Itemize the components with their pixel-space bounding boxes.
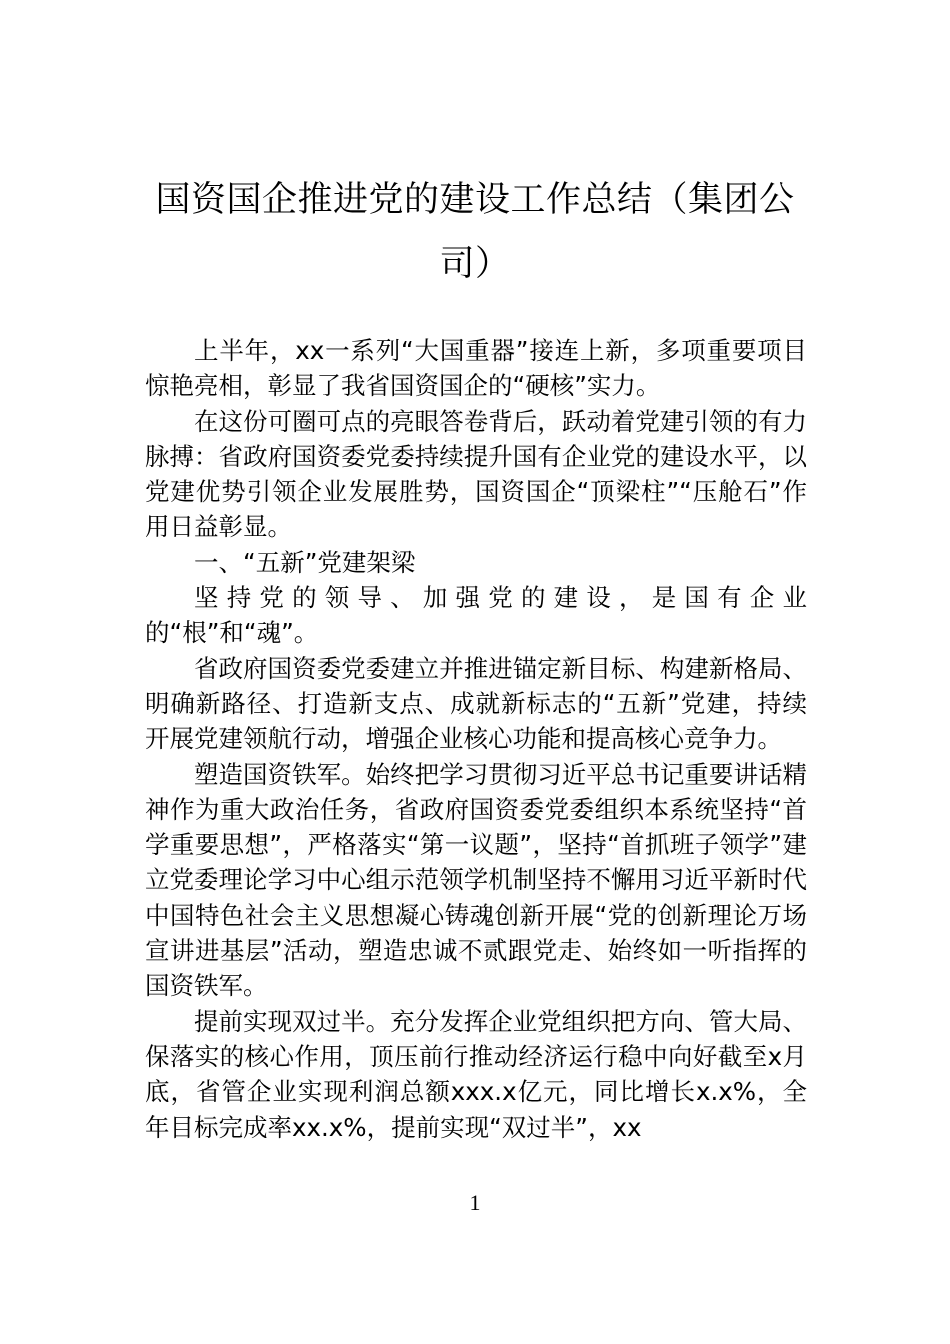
paragraph: 省政府国资委党委建立并推进锚定新目标、构建新格局、明确新路径、打造新支点、成就新标志的“五新”党建，持续开展党建领航行动，增强企业核心功能和提高核心竞争力。 — [145, 653, 807, 754]
paragraph: 塑造国资铁军。始终把学习贯彻习近平总书记重要讲话精神作为重大政治任务，省政府国资委党委组织本系统坚持“首学重要思想”，严格落实“第一议题”，坚持“首抓班子领学”建立党委理论学习中心组示范领学机制坚持不懈用习近平新时代中国特色社会主义思想凝心铸魂创新开展“党的创新理论万场宣讲进基层”活动，塑造忠诚不贰跟党走、始终如一听指挥的国资铁军。 — [145, 759, 807, 1001]
paragraph: 在这份可圈可点的亮眼答卷背后，跃动着党建引领的有力脉搏：省政府国资委党委持续提升国有企业党的建设水平，以党建优势引领企业发展胜势，国资国企“顶梁柱”“压舱石”作用日益彰显。 — [145, 406, 807, 542]
paragraph: 上半年，xx一系列“大国重器”接连上新，多项重要项目惊艳亮相，彰显了我省国资国企的“硬核”实力。 — [145, 336, 807, 401]
paragraph: 提前实现双过半。充分发挥企业党组织把方向、管大局、保落实的核心作用，顶压前行推动经济运行稳中向好截至x月底，省管企业实现利润总额xxx.x亿元，同比增长x.x%，全年目标完成率xx.x%，提前实现“双过半”，xx — [145, 1006, 807, 1142]
section-heading: 一、“五新”党建架梁 — [194, 547, 416, 577]
document-title — [145, 168, 805, 296]
title-line-1: 国资国企推进党的建设工作总结（集团公 — [155, 180, 795, 220]
paragraph: 坚持党的领导、加强党的建设，是国有企业的“根”和“魂”。 — [145, 583, 807, 648]
title-line-2: 司） — [439, 244, 511, 284]
document-body — [145, 333, 807, 1145]
page-number: 1 — [469, 1190, 481, 1215]
